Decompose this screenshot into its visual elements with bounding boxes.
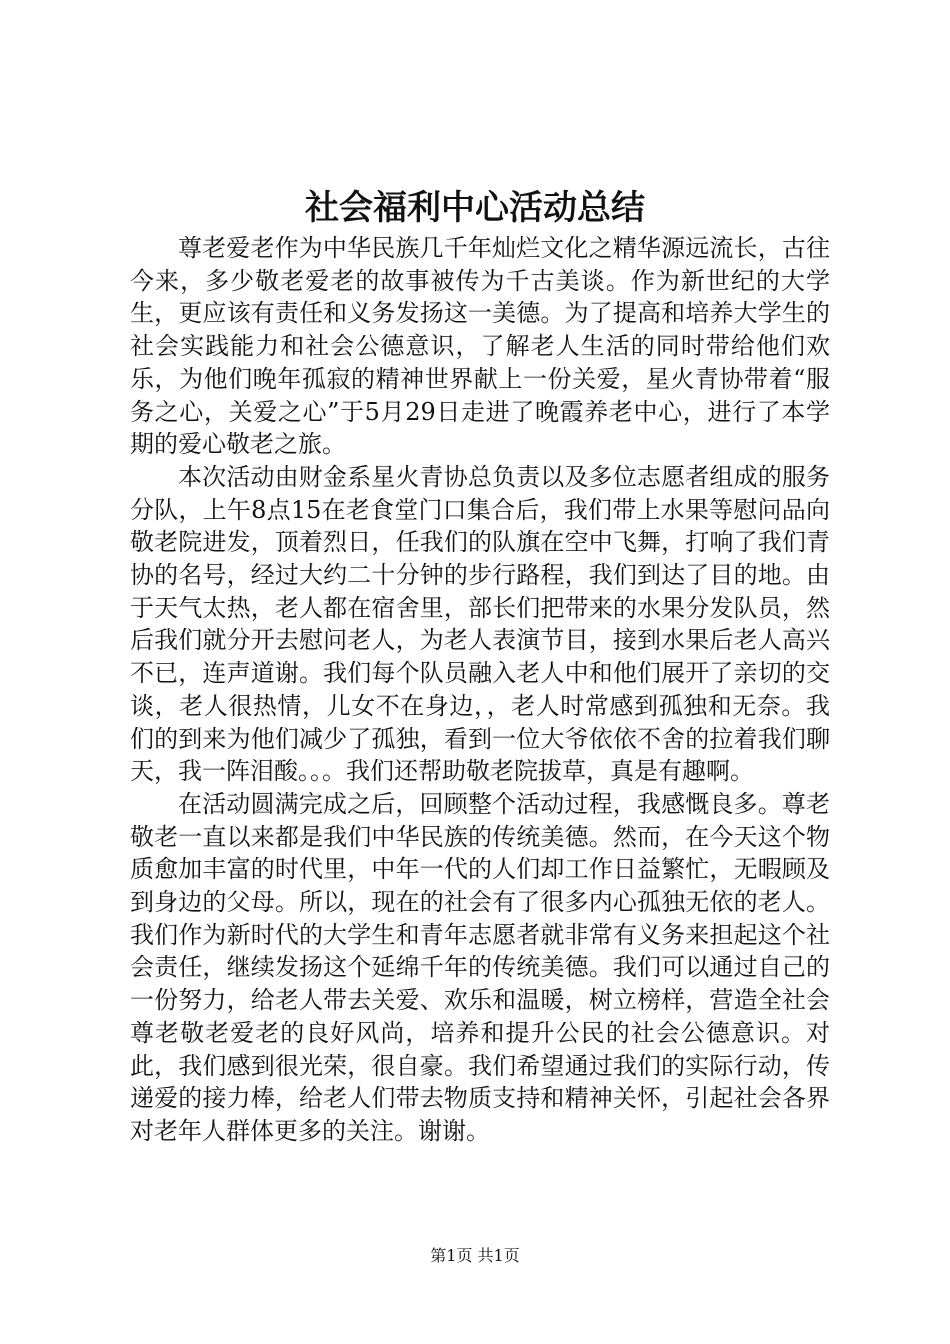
page-footer: 第1页 共1页 (430, 1246, 520, 1265)
paragraph-1: 尊老爱老作为中华民族几千年灿烂文化之精华源远流长，古往今来，多少敬老爱老的故事被传为千古美谈。作为新世纪的大学生，更应该有责任和义务发扬这一美德。为了提高和培养大学生的社会实践能力和社会公德意识，了解老人生活的同时带给他们欢乐，为他们晚年孤寂的精神世界献上一份关爱，星火青协带着“服务之心，关爱之心”于5月29日走进了晚霞养老中心，进行了本学期的爱心敬老之旅。 (130, 234, 830, 459)
document-body (130, 232, 830, 1148)
paragraph-2: 本次活动由财金系星火青协总负责以及多位志愿者组成的服务分队，上午8点15在老食堂门口集合后，我们带上水果等慰问品向敬老院进发，顶着烈日，任我们的队旗在空中飞舞，打响了我们青协的名号，经过大约二十分钟的步行路程，我们到达了目的地。由于天气太热，老人都在宿舍里，部长们把带来的水果分发队员，然后我们就分开去慰问老人，为老人表演节目，接到水果后老人高兴不已，连声道谢。我们每个队员融入老人中和他们展开了亲切的交谈，老人很热情，儿女不在身边，，老人时常感到孤独和无奈。我们的到来为他们减少了孤独，看到一位大爷依依不舍的拉着我们聊天，我一阵泪酸。。。我们还帮助敬老院拔草，真是有趣啊。 (130, 462, 830, 786)
paragraph-3: 在活动圆满完成之后，回顾整个活动过程，我感慨良多。尊老敬老一直以来都是我们中华民族的传统美德。然而，在今天这个物质愈加丰富的时代里，中年一代的人们却工作日益繁忙，无暇顾及到身边的父母。所以，现在的社会有了很多内心孤独无依的老人。我们作为新时代的大学生和青年志愿者就非常有义务来担起这个社会责任，继续发扬这个延绵千年的传统美德。我们可以通过自己的一份努力，给老人带去关爱、欢乐和温暖，树立榜样，营造全社会尊老敬老爱老的良好风尚，培养和提升公民的社会公德意识。对此，我们感到很光荣，很自豪。我们希望通过我们的实际行动，传递爱的接力棒，给老人们带去物质支持和精神关怀，引起社会各界对老年人群体更多的关注。谢谢。 (130, 789, 830, 1145)
document-title: 社会福利中心活动总结 (305, 188, 645, 228)
